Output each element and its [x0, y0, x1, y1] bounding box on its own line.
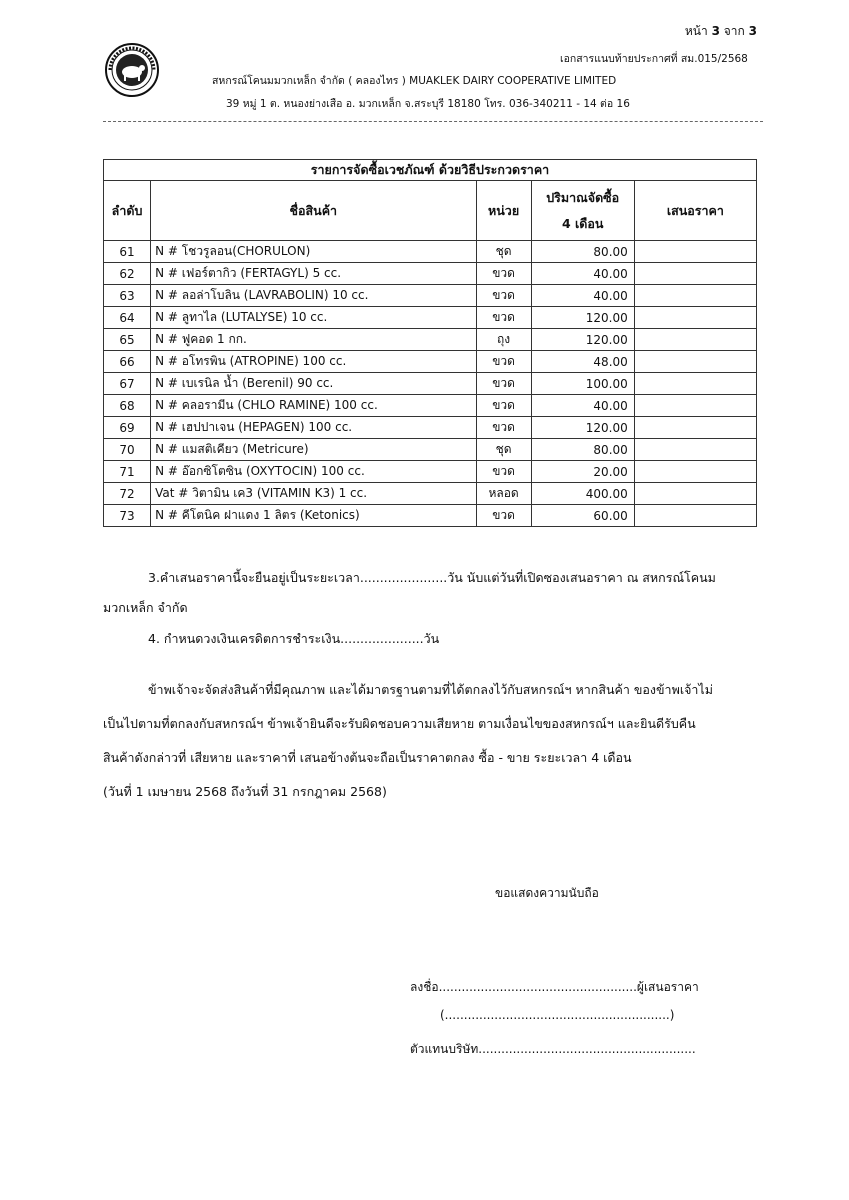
- header-name: ชื่อสินค้า: [151, 181, 476, 241]
- row-qty: 100.00: [531, 373, 634, 395]
- page-total: 3: [748, 24, 757, 38]
- row-qty: 120.00: [531, 307, 634, 329]
- row-no: 61: [104, 241, 151, 263]
- row-price-input[interactable]: [634, 241, 756, 263]
- row-name: N # ลอล่าโบลิน (LAVRABOLIN) 10 cc.: [151, 285, 476, 307]
- signature-name-line[interactable]: (...........................................................): [440, 1008, 675, 1022]
- row-qty: 40.00: [531, 263, 634, 285]
- row-unit: ขวด: [476, 505, 531, 527]
- row-no: 63: [104, 285, 151, 307]
- row-unit: ขวด: [476, 263, 531, 285]
- row-no: 64: [104, 307, 151, 329]
- header-qty-line2: 4 เดือน: [561, 215, 604, 231]
- row-qty: 80.00: [531, 439, 634, 461]
- row-name: N # อโทรพิน (ATROPINE) 100 cc.: [151, 351, 476, 373]
- row-price-input[interactable]: [634, 395, 756, 417]
- statement-line3: สินค้าดังกล่าวที่ เสียหาย และราคาที่ เสนอข้างต้นจะถือเป็นราคาตกลง ซื้อ - ขาย ระยะเวลา 4 เดือน: [103, 750, 632, 765]
- organization-name: สหกรณ์โคนมมวกเหล็ก จำกัด ( คลองไทร ) MUAKLEK DAIRY COOPERATIVE LIMITED: [212, 75, 617, 87]
- row-no: 65: [104, 329, 151, 351]
- page-indicator: [685, 22, 757, 41]
- items-table: [103, 159, 757, 527]
- row-unit: ขวด: [476, 351, 531, 373]
- row-qty: 120.00: [531, 417, 634, 439]
- row-no: 73: [104, 505, 151, 527]
- row-name: Vat # วิตามิน เค3 (VITAMIN K3) 1 cc.: [151, 483, 476, 505]
- page-middle: จาก: [723, 24, 745, 38]
- table-row: [104, 307, 757, 329]
- row-price-input[interactable]: [634, 505, 756, 527]
- row-unit: ขวด: [476, 461, 531, 483]
- row-price-input[interactable]: [634, 461, 756, 483]
- row-no: 71: [104, 461, 151, 483]
- row-qty: 400.00: [531, 483, 634, 505]
- row-name: N # แมสติเคียว (Metricure): [151, 439, 476, 461]
- table-row: [104, 417, 757, 439]
- row-unit: ถุง: [476, 329, 531, 351]
- table-row: [104, 241, 757, 263]
- row-qty: 40.00: [531, 395, 634, 417]
- row-qty: 48.00: [531, 351, 634, 373]
- statement-line4: (วันที่ 1 เมษายน 2568 ถึงวันที่ 31 กรกฎาคม 2568): [103, 784, 387, 799]
- row-qty: 60.00: [531, 505, 634, 527]
- table-body: [104, 241, 757, 527]
- clause-3-line2: มวกเหล็ก จำกัด: [103, 600, 188, 615]
- row-price-input[interactable]: [634, 373, 756, 395]
- closing-text: ขอแสดงความนับถือ: [495, 886, 599, 900]
- row-price-input[interactable]: [634, 329, 756, 351]
- signature-line[interactable]: ลงชื่อ....................................................ผู้เสนอราคา: [410, 980, 699, 994]
- row-no: 67: [104, 373, 151, 395]
- row-unit: ขวด: [476, 395, 531, 417]
- row-no: 62: [104, 263, 151, 285]
- row-price-input[interactable]: [634, 307, 756, 329]
- row-no: 68: [104, 395, 151, 417]
- row-unit: ชุด: [476, 241, 531, 263]
- row-name: N # เฮปปาเจน (HEPAGEN) 100 cc.: [151, 417, 476, 439]
- row-no: 66: [104, 351, 151, 373]
- table-row: [104, 351, 757, 373]
- row-name: N # โชวรูลอน(CHORULON): [151, 241, 476, 263]
- statement-line1: ข้าพเจ้าจะจัดส่งสินค้าที่มีคุณภาพ และได้มาตรฐานตามที่ได้ตกลงไว้กับสหกรณ์ฯ หากสินค้า ของข้าพเจ้าไม่: [148, 682, 713, 697]
- table-title: รายการจัดซื้อเวชภัณฑ์ ด้วยวิธีประกวดราคา: [104, 160, 757, 181]
- row-price-input[interactable]: [634, 483, 756, 505]
- page-prefix: หน้า: [684, 24, 708, 38]
- header-price: เสนอราคา: [634, 181, 756, 241]
- table-row: [104, 483, 757, 505]
- row-qty: 20.00: [531, 461, 634, 483]
- row-name: N # เบเรนิล น้ำ (Berenil) 90 cc.: [151, 373, 476, 395]
- row-price-input[interactable]: [634, 285, 756, 307]
- row-qty: 80.00: [531, 241, 634, 263]
- table-row: [104, 373, 757, 395]
- row-name: N # คีโตนิค ฝาแดง 1 ลิตร (Ketonics): [151, 505, 476, 527]
- row-unit: ขวด: [476, 307, 531, 329]
- row-price-input[interactable]: [634, 263, 756, 285]
- cooperative-logo: [104, 42, 160, 98]
- document-reference: เอกสารแนบท้ายประกาศที่ สม.015/2568: [560, 53, 748, 65]
- table-row: [104, 285, 757, 307]
- company-representative-line[interactable]: ตัวแทนบริษัท.........................................................: [410, 1042, 696, 1056]
- table-row: [104, 461, 757, 483]
- row-price-input[interactable]: [634, 439, 756, 461]
- row-name: N # ลูทาไล (LUTALYSE) 10 cc.: [151, 307, 476, 329]
- header-no: ลำดับ: [104, 181, 151, 241]
- table-row: [104, 395, 757, 417]
- table-row: [104, 329, 757, 351]
- row-unit: ขวด: [476, 417, 531, 439]
- header-qty-line1: ปริมาณจัดซื้อ: [546, 189, 620, 205]
- row-name: N # ฟูคอด 1 กก.: [151, 329, 476, 351]
- table-row: [104, 263, 757, 285]
- row-no: 69: [104, 417, 151, 439]
- row-qty: 40.00: [531, 285, 634, 307]
- page-current: 3: [711, 24, 720, 38]
- row-unit: หลอด: [476, 483, 531, 505]
- statement-line2: เป็นไปตามที่ตกลงกับสหกรณ์ฯ ข้าพเจ้ายินดีจะรับผิดชอบความเสียหาย ตามเงื่อนไขของสหกรณ์ฯ และยินดีรับคืน: [103, 716, 696, 731]
- row-no: 72: [104, 483, 151, 505]
- row-qty: 120.00: [531, 329, 634, 351]
- row-price-input[interactable]: [634, 417, 756, 439]
- row-unit: ขวด: [476, 373, 531, 395]
- organization-address: 39 หมู่ 1 ต. หนองย่างเสือ อ. มวกเหล็ก จ.สระบุรี 18180 โทร. 036-340211 - 14 ต่อ 16: [226, 98, 630, 110]
- header-unit: หน่วย: [476, 181, 531, 241]
- row-unit: ชุด: [476, 439, 531, 461]
- row-name: N # เฟอร์ตากิว (FERTAGYL) 5 cc.: [151, 263, 476, 285]
- row-price-input[interactable]: [634, 351, 756, 373]
- row-name: N # คลอรามีน (CHLO RAMINE) 100 cc.: [151, 395, 476, 417]
- row-unit: ขวด: [476, 285, 531, 307]
- header-qty: [531, 181, 634, 241]
- header-divider: [103, 121, 763, 122]
- clause-3-line1: 3.คำเสนอราคานี้จะยืนอยู่เป็นระยะเวลา......................วัน นับแต่วันที่เปิดซองเสนอราคา ณ สหกรณ์โคนม: [148, 570, 716, 585]
- table-row: [104, 439, 757, 461]
- row-name: N # อ๊อกซิโตซิน (OXYTOCIN) 100 cc.: [151, 461, 476, 483]
- table-row: [104, 505, 757, 527]
- row-no: 70: [104, 439, 151, 461]
- clause-4: 4. กำหนดวงเงินเครดิตการชำระเงิน.....................วัน: [148, 631, 440, 646]
